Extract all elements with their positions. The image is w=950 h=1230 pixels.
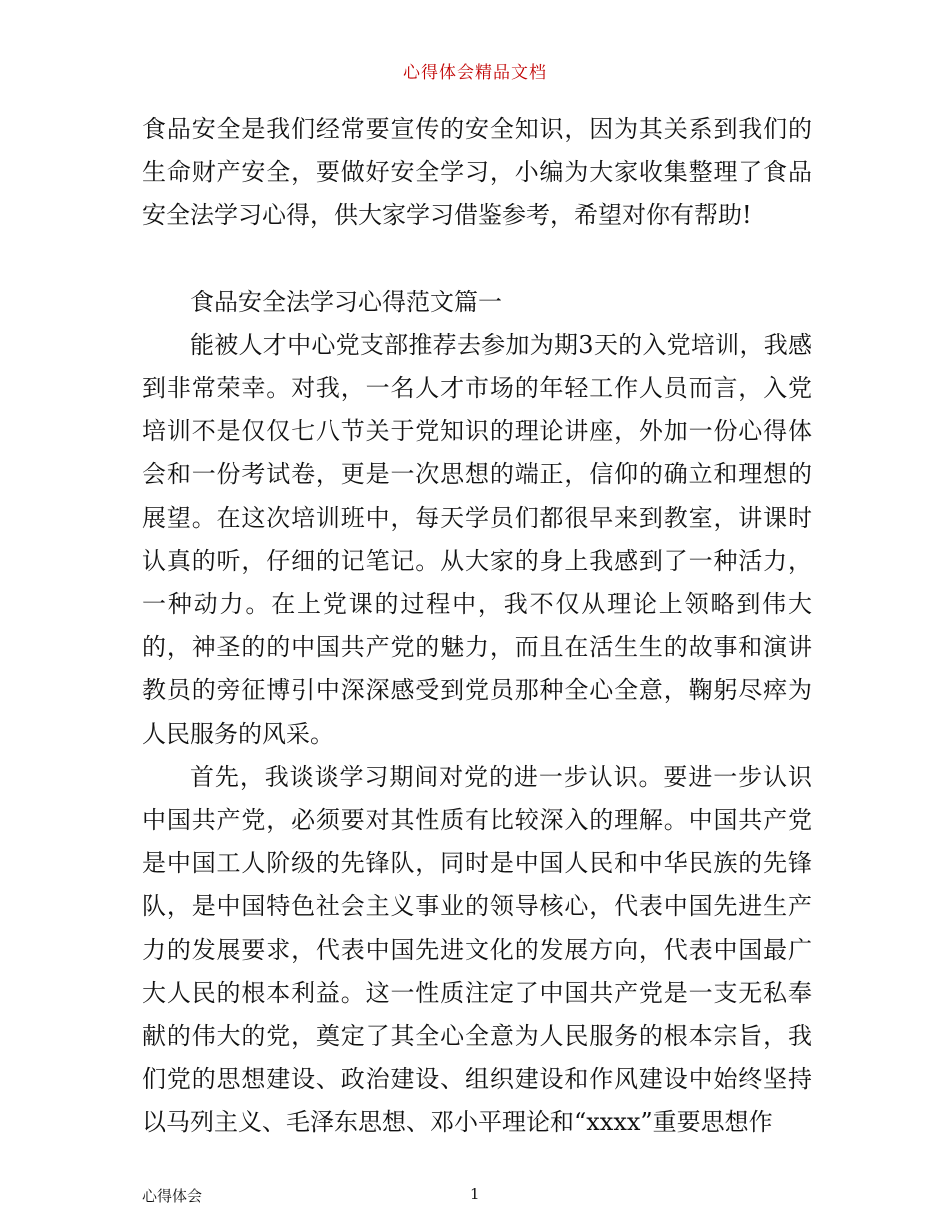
body-paragraph-1: 能被人才中心党支部推荐去参加为期3天的入党培训，我感到非常荣幸。对我，一名人才市场的年轻工作人员而言，入党培训不是仅仅七八节关于党知识的理论讲座，外加一份心得体会和一份考试卷，更是一次思想的端正，信仰的确立和理想的展望。在这次培训班中，每天学员们都很早来到教室，讲课时认真的听，仔细的记笔记。从大家的身上我感到了一种活力，一种动力。在上党课的过程中，我不仅从理论上领略到伟大的，神圣的的中国共产党的魅力，而且在活生生的故事和演讲教员的旁征博引中深深感受到党员那种全心全意，鞠躬尽瘁为人民服务的风采。 <box>142 330 812 748</box>
paragraph-spacer <box>142 238 812 281</box>
page-number: 1 <box>470 1185 480 1203</box>
body-paragraph-2: 首先，我谈谈学习期间对党的进一步认识。要进一步认识中国共产党，必须要对其性质有比较深入的理解。中国共产党是中国工人阶级的先锋队，同时是中国人民和中华民族的先锋队，是中国特色社会主义事业的领导核心，代表中国先进生产力的发展要求，代表中国先进文化的发展方向，代表中国最广大人民的根本利益。这一性质注定了中国共产党是一支无私奉献的伟大的党，奠定了其全心全意为人民服务的根本宗旨，我们党的思想建设、政治建设、组织建设和作风建设中始终坚持以马列主义、毛泽东思想、邓小平理论和“xxxx”重要思想作 <box>142 762 812 1137</box>
footer-label: 心得体会 <box>142 1187 203 1205</box>
document-body <box>142 108 812 1145</box>
page-header-title: 心得体会精品文档 <box>403 63 547 83</box>
section-title: 食品安全法学习心得范文篇一 <box>190 287 502 316</box>
intro-paragraph: 食品安全是我们经常要宣传的安全知识，因为其关系到我们的生命财产安全，要做好安全学习，小编为大家收集整理了食品安全法学习心得，供大家学习借鉴参考，希望对你有帮助! <box>142 115 812 230</box>
